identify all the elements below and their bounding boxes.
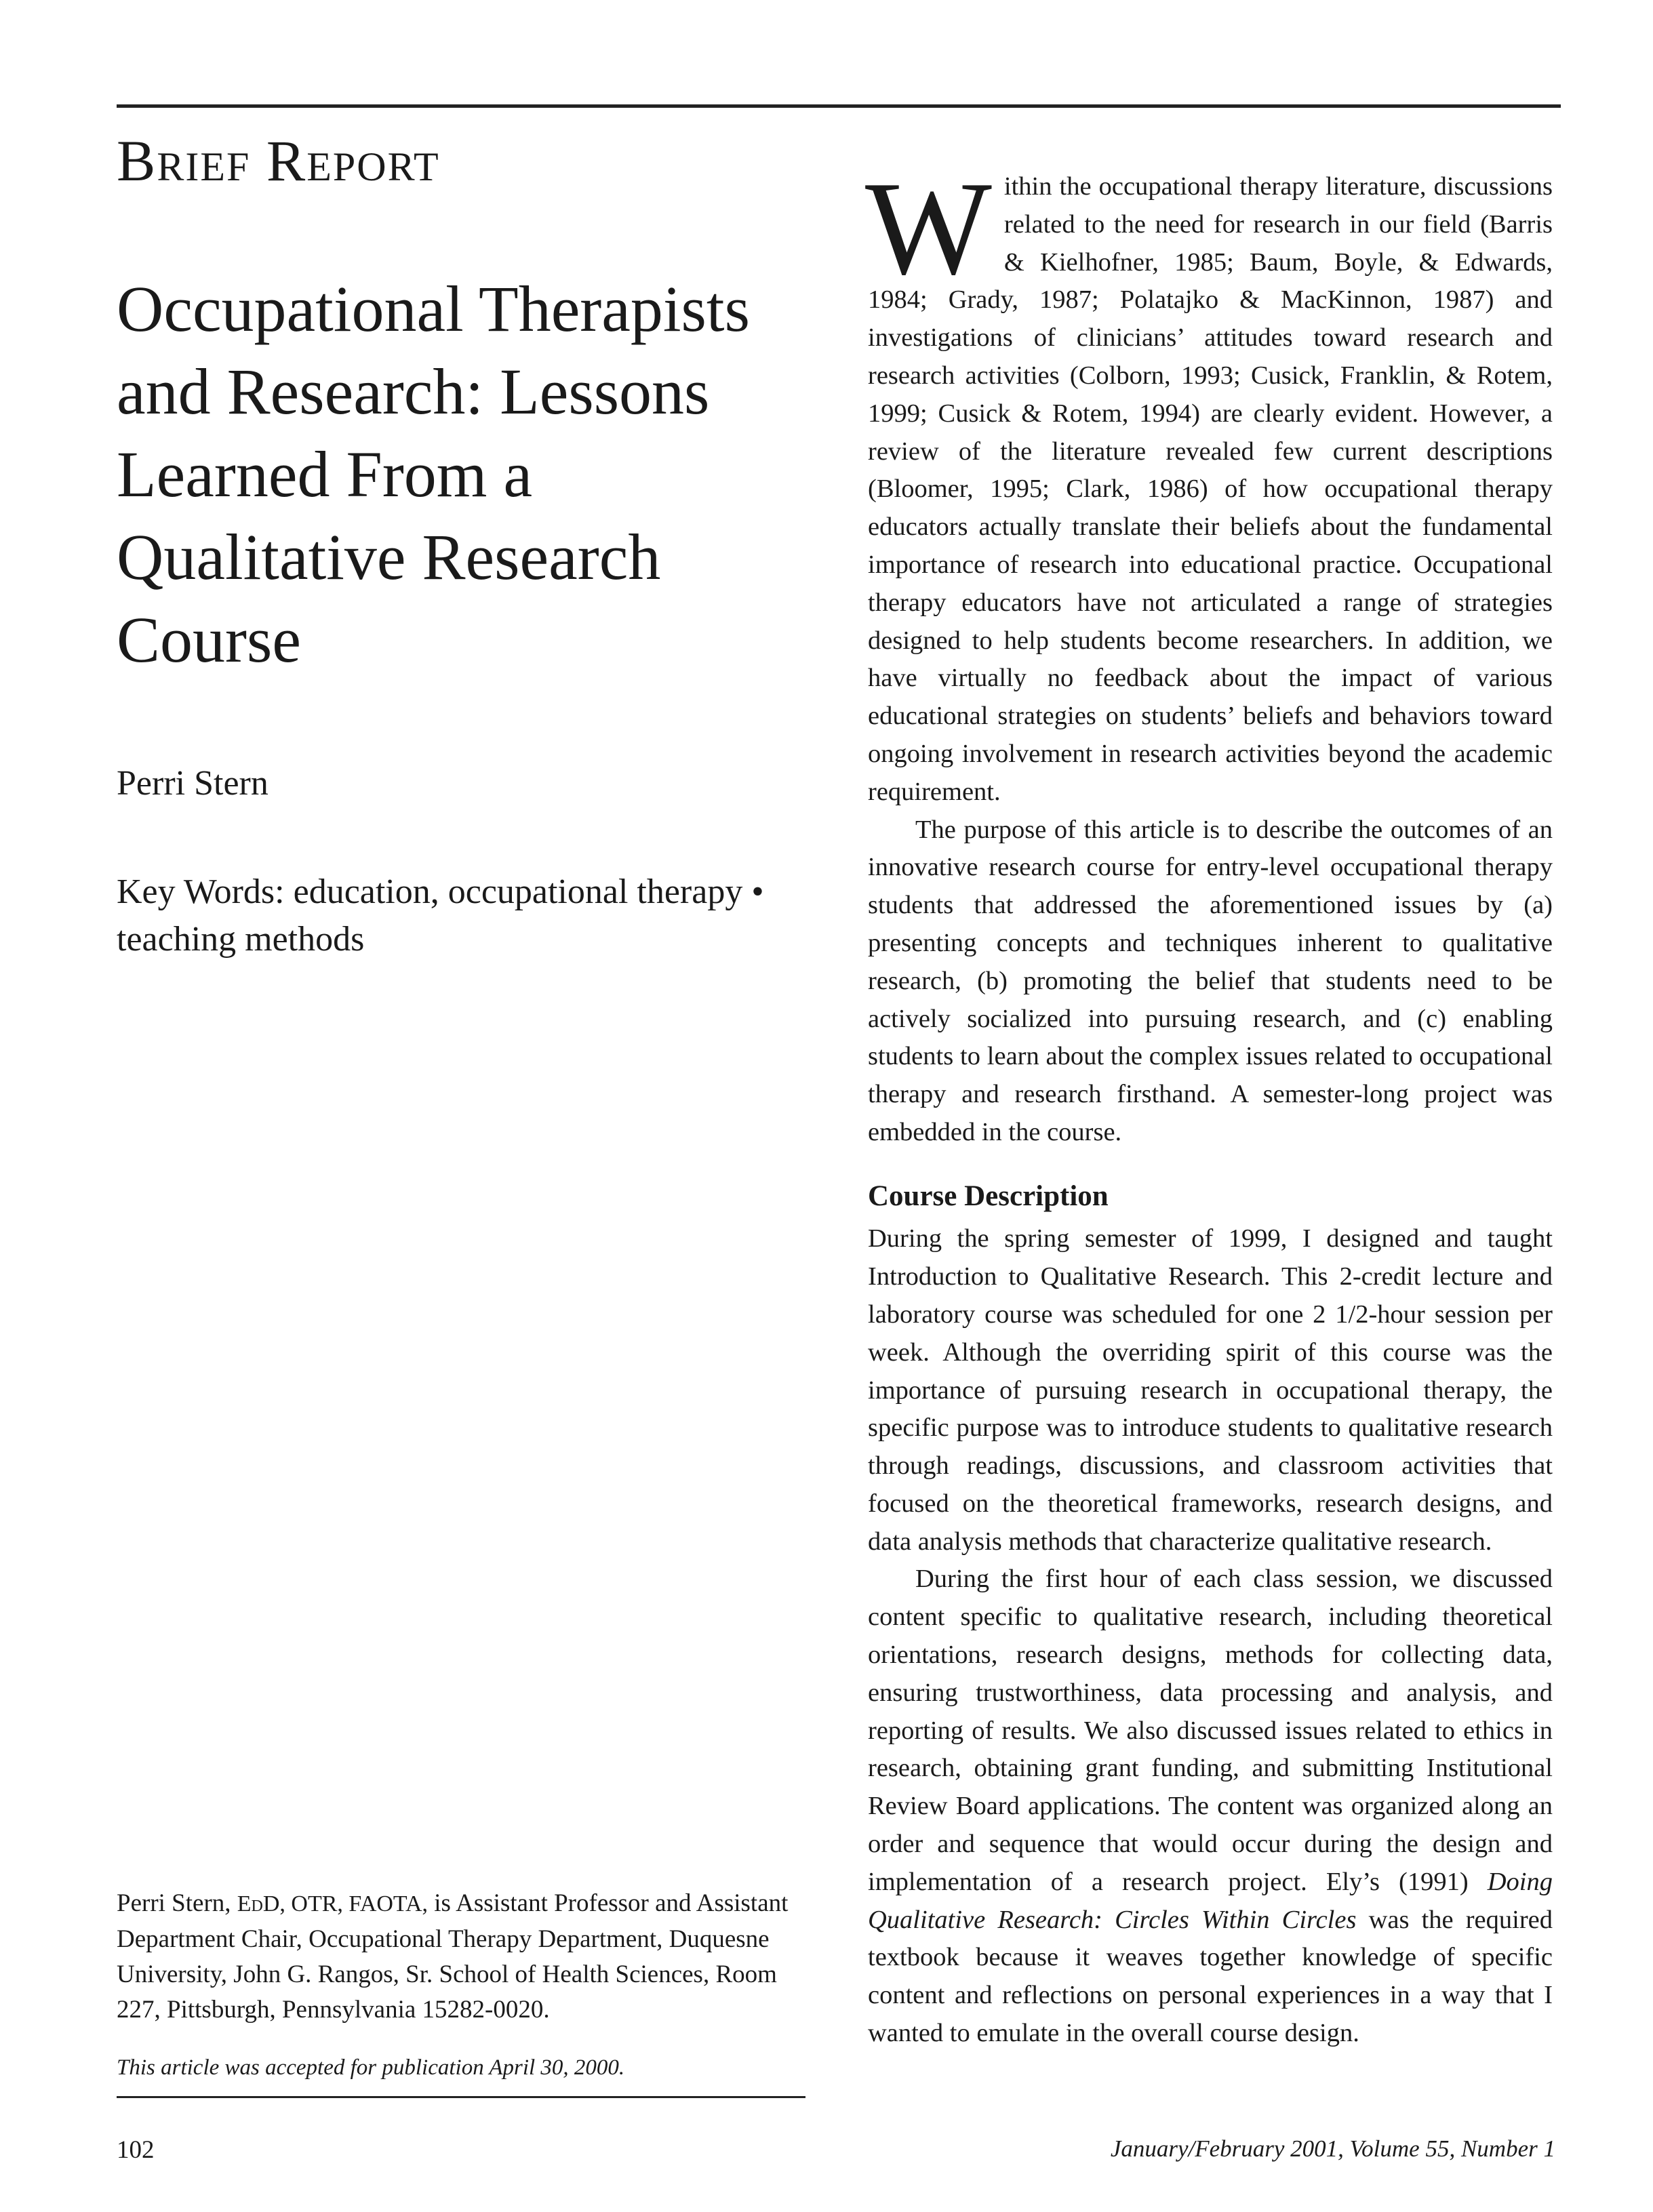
article-title: Occupational Therapists and Research: Lessons Learned From a Qualitative Research Course [117,272,750,676]
paragraph-course-description: During the spring semester of 1999, I designed and taught Introduction to Qualitative Research. This 2-credit lecture and laboratory course was scheduled for one 2 1/2-hour session per week. Although the overriding spirit of this course was the importance of pursuing research in occupational therapy, the specific purpose was to introduce students to qualitative research through readings, discussions, and classroom activities that focused on the theoretical frameworks, research designs, and data analysis methods that characterize qualitative research. [868,1224,1553,1556]
paragraph-purpose: The purpose of this article is to describe the outcomes of an innovative research course for entry-level occupational therapy students that addressed the aforementioned issues by (a) presenting concepts and techniques inherent to qualitative research, (b) promoting the belief that students need to be actively socialized into pursuing research, and (c) enabling students to learn about the complex issues related to occupational therapy and research firsthand. A semester-long project was embedded in the course. [868,815,1553,1146]
affiliation-name: Perri Stern, [117,1889,237,1917]
keywords: Key Words: education, occupational therapy • teaching methods [117,872,764,959]
accepted-note: This article was accepted for publication April 30, 2000. [117,2055,625,2080]
paragraph-class-sessions-end: was the required textbook because it weaves together knowledge of specific content and reflections on personal experiences in a way that I wanted to emulate in the overall course design. [868,1905,1553,2048]
book-title: Doing Qualitative Research: Circles Within Circles [868,1867,1553,1934]
body-column [865,154,1553,2053]
journal-issue: January/February 2001, Volume 55, Number 1 [1110,2135,1555,2162]
section-heading: Course Description [868,1180,1109,1212]
top-rule [117,104,1561,108]
paragraph-class-sessions-start: During the first hour of each class session, we discussed content specific to qualitative research, including theoretical orientations, research designs, methods for collecting data, ensuring trustworthiness, data processing and analysis, and reporting of results. We also discussed issues related to ethics in research, obtaining grant funding, and submitting Institutional Review Board applications. The content was organized along an order and sequence that would occur during the design and implementation of a research project. Ely’s (1991) [868,1565,1553,1896]
footnote-rule [117,2096,805,2098]
paragraph-class-sessions [868,1561,1553,2052]
page-number: 102 [117,2136,155,2164]
author-affiliation [117,1886,808,2028]
paragraph-intro [865,154,1553,811]
dropcap: W [865,154,992,302]
author-name: Perri Stern [117,763,268,803]
paragraph-intro-text: ithin the occupational therapy literature, discussions related to the need for research in our field (Barris & Kielhofner, 1985; Baum, Boyle, & Edwards, 1984; Grady, 1987; Polatajko & MacKinnon, 1987) and investigations of clinicians’ attitudes toward research and research activities (Colborn, 1993; Cusick, Franklin, & Rotem, 1999; Cusick & Rotem, 1994) are clearly evident. However, a review of the literature revealed few current descriptions (Bloomer, 1995; Clark, 1986) of how occupational therapy educators actually translate their beliefs about the fundamental importance of research into educational practice. Occupational therapy educators have not articulated a range of strategies designed to help students become researchers. In addition, we have virtually no feedback about the impact of various educational strategies on students’ beliefs and behaviors toward ongoing involvement in research activities beyond the academic requirement. [868,172,1553,806]
affiliation-text: is Assistant Professor and Assistant Department Chair, Occupational Therapy Department, Duquesne University, John G. Rangos, Sr. School of Health Sciences, Room 227, Pittsburgh, Pennsylvania 15282-0020. [117,1889,789,2024]
section-label: Brief Report [117,128,440,193]
affiliation-credentials: EdD, OTR, FAOTA, [237,1891,429,1916]
title-block [117,129,808,963]
